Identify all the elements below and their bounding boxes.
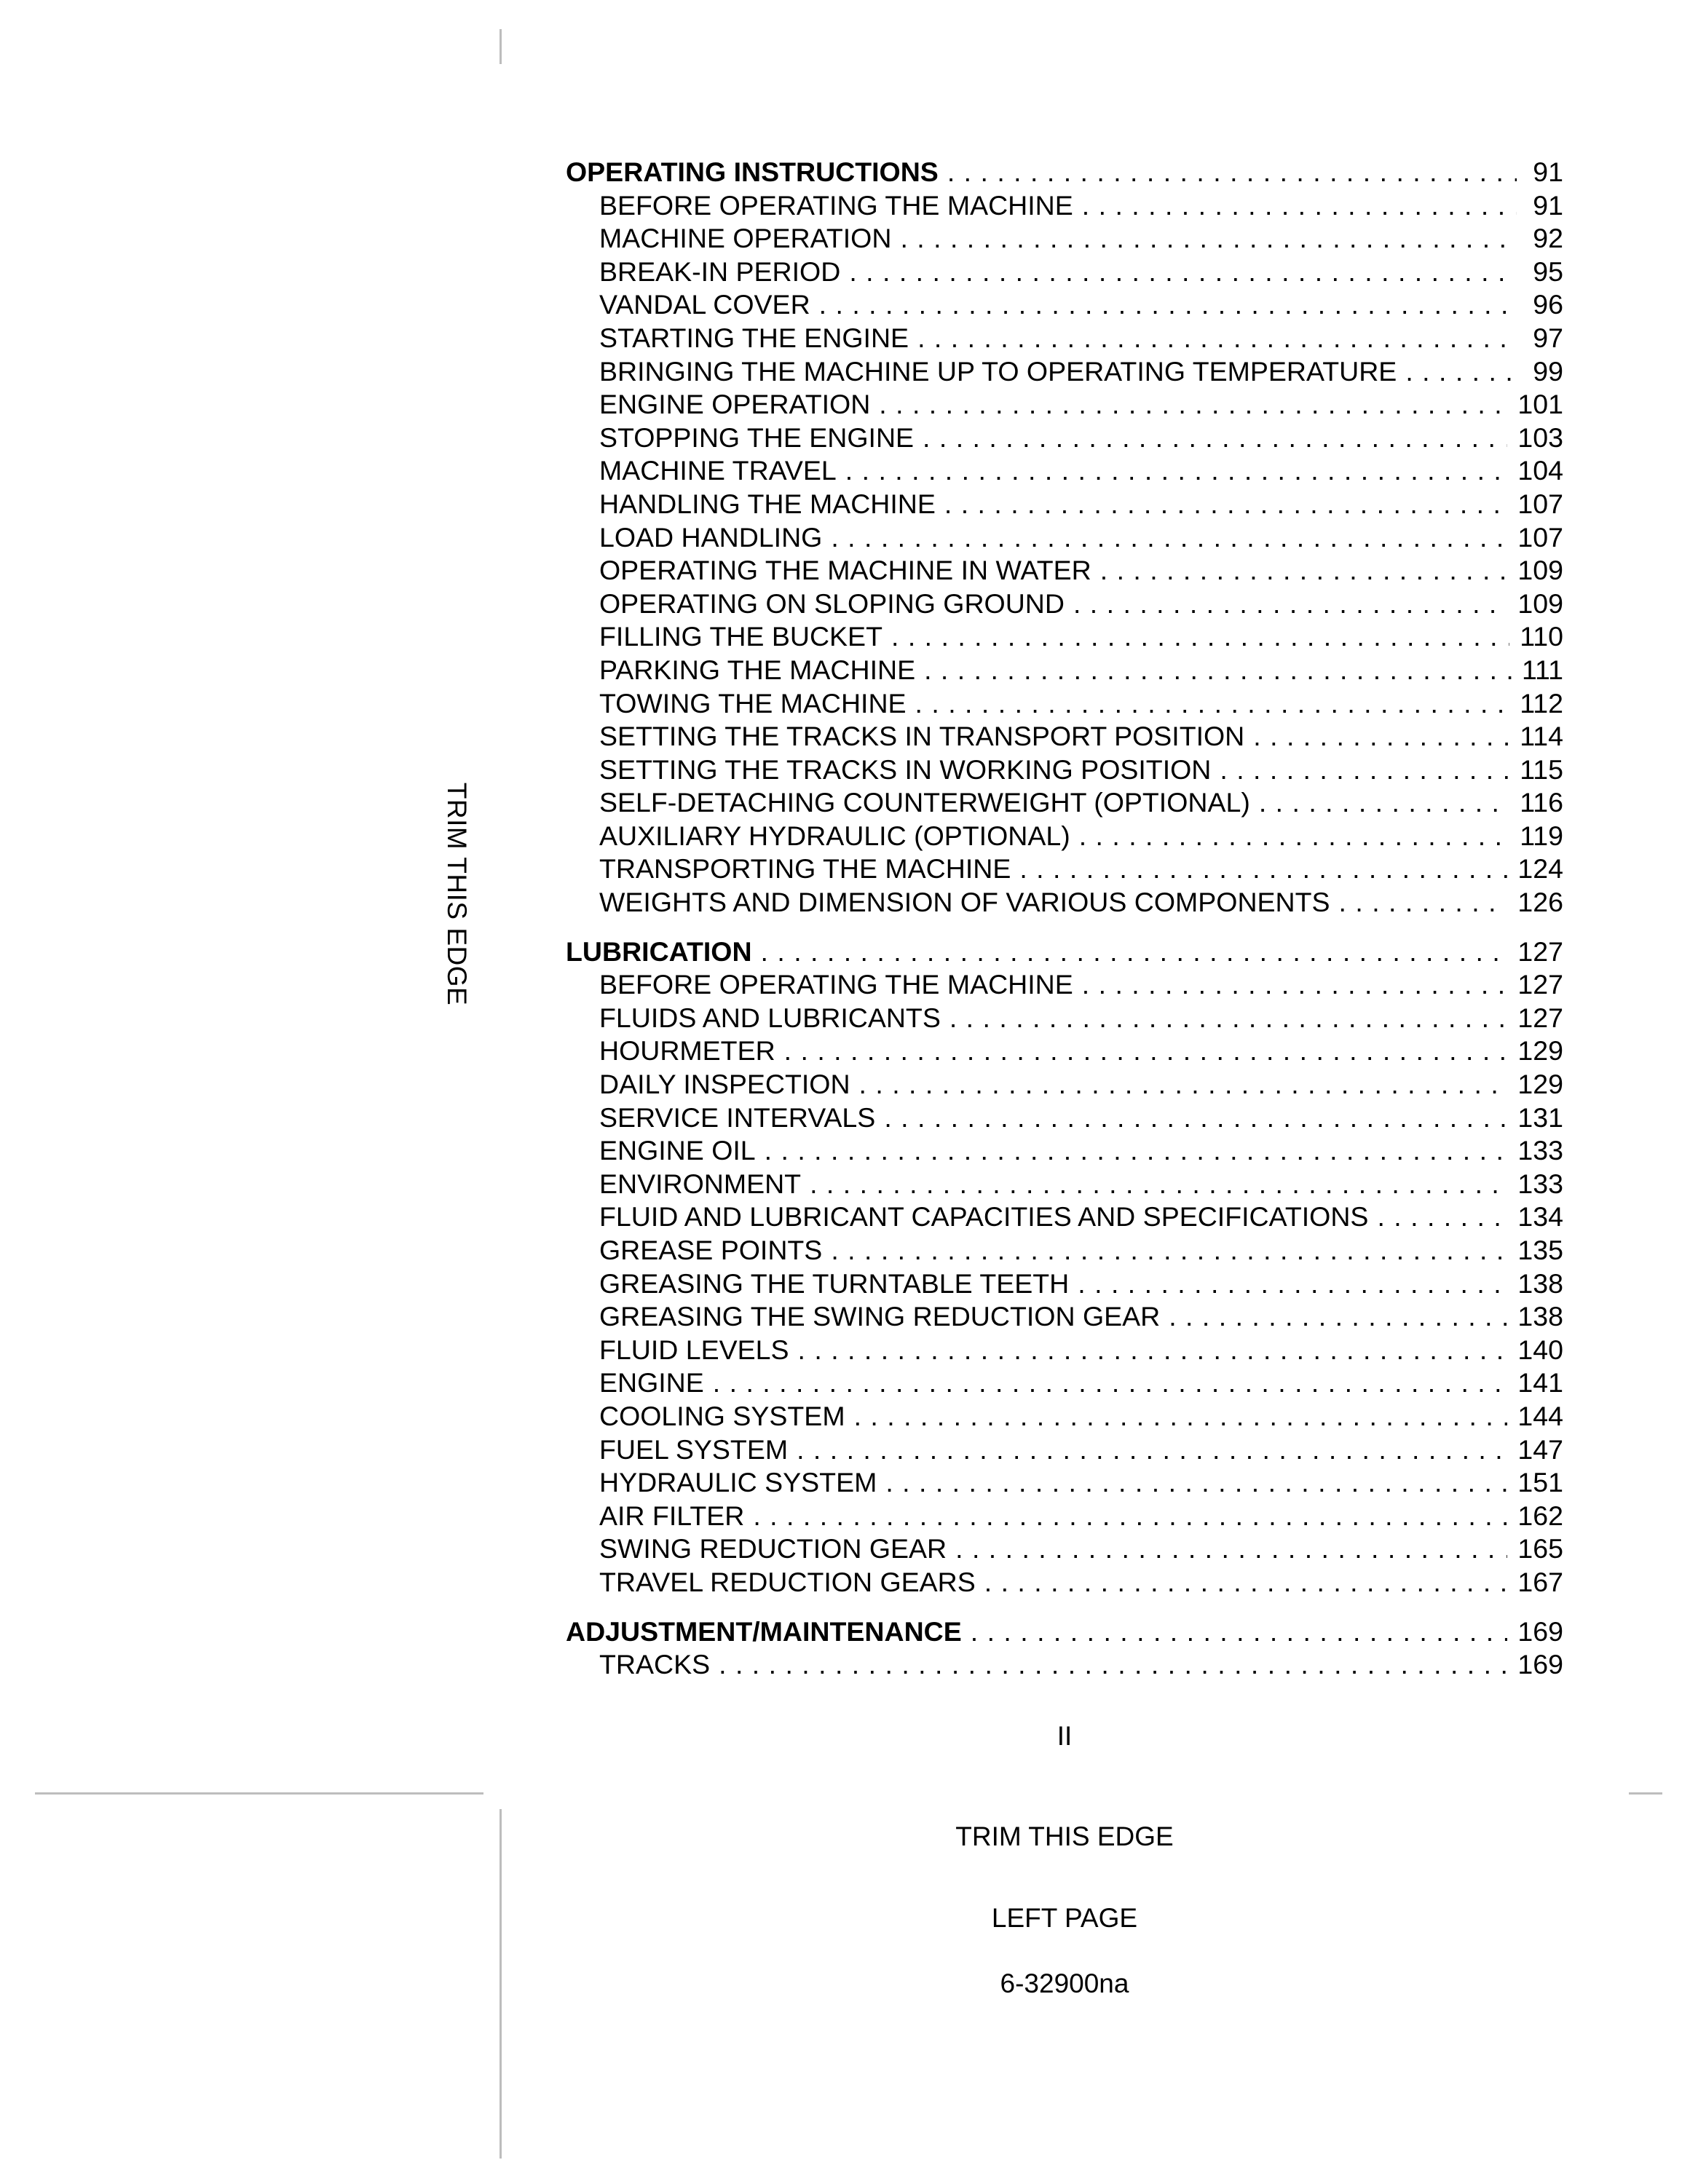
dot-leader	[810, 1168, 1507, 1201]
page-ref: 103	[1517, 422, 1563, 453]
toc-entry-row	[566, 1101, 1563, 1135]
page-ref: 111	[1521, 654, 1563, 685]
dot-leader	[831, 1234, 1507, 1267]
page-ref: 144	[1517, 1400, 1563, 1431]
page-ref: 99	[1533, 355, 1563, 387]
toc-entry-row	[566, 388, 1563, 422]
page-ref: 134	[1517, 1201, 1563, 1233]
toc-entry-row	[566, 1234, 1563, 1267]
page-ref: 112	[1520, 687, 1563, 719]
entry-label: FLUIDS AND LUBRICANTS	[599, 1002, 941, 1033]
dot-leader	[900, 222, 1517, 256]
toc-heading-row	[566, 156, 1563, 189]
entry-label: TRACKS	[599, 1649, 711, 1680]
toc-entry-row	[566, 1466, 1563, 1500]
dot-leader	[849, 256, 1517, 289]
toc-section	[566, 1615, 1563, 1682]
crop-mark-right	[1629, 1792, 1662, 1795]
dot-leader	[753, 1500, 1507, 1533]
page-ref: 129	[1517, 1069, 1563, 1100]
page-ref: 141	[1517, 1367, 1563, 1398]
dot-leader	[859, 1068, 1508, 1101]
dot-leader	[1253, 720, 1509, 753]
toc-entry-row	[566, 1566, 1563, 1599]
entry-label: PARKING THE MACHINE	[599, 654, 916, 685]
dot-leader	[854, 1400, 1508, 1433]
toc-entry-row	[566, 1068, 1563, 1101]
dot-leader	[949, 1002, 1508, 1035]
crop-mark-bottom	[500, 1809, 502, 2159]
dot-leader	[1079, 820, 1510, 853]
dot-leader	[831, 521, 1507, 555]
footer-page-side: LEFT PAGE	[991, 1903, 1138, 1933]
page-ref: 96	[1533, 289, 1563, 320]
toc-entry-row	[566, 454, 1563, 488]
page-ref: 109	[1517, 587, 1563, 619]
dot-leader	[798, 1334, 1508, 1367]
toc-entry-row	[566, 1300, 1563, 1334]
page-ref: 127	[1517, 969, 1563, 1000]
page-ref: 135	[1517, 1235, 1563, 1265]
entry-label: STOPPING THE ENGINE	[599, 422, 915, 453]
page-ref: 131	[1517, 1101, 1563, 1133]
dot-leader	[845, 454, 1508, 488]
entry-label: ENGINE OIL	[599, 1135, 756, 1166]
toc-entry-row	[566, 968, 1563, 1002]
page-ref: 167	[1517, 1566, 1563, 1597]
entry-label: OPERATING THE MACHINE IN WATER	[599, 555, 1091, 586]
toc-section	[566, 156, 1563, 919]
toc-entry-row	[566, 753, 1563, 787]
toc-entry-row	[566, 1400, 1563, 1433]
dot-leader	[947, 156, 1517, 189]
page-ref: 133	[1517, 1135, 1563, 1166]
dot-leader	[984, 1566, 1508, 1599]
entry-label: HOURMETER	[599, 1035, 775, 1067]
toc-section	[566, 935, 1563, 1599]
entry-label: WEIGHTS AND DIMENSION OF VARIOUS COMPONENTS	[599, 887, 1330, 918]
toc-entry-row	[566, 1034, 1563, 1068]
dot-leader	[1082, 968, 1508, 1002]
page-number: II	[1057, 1721, 1073, 1751]
toc-entry-row	[566, 654, 1563, 687]
toc-entry-row	[566, 422, 1563, 455]
dot-leader	[784, 1034, 1508, 1068]
toc-entry-row	[566, 1500, 1563, 1533]
toc-entry-row	[566, 355, 1563, 389]
entry-label: AIR FILTER	[599, 1500, 745, 1531]
dot-leader	[713, 1366, 1508, 1400]
entry-label: GREASING THE TURNTABLE TEETH	[599, 1267, 1070, 1299]
entry-label: ENGINE	[599, 1367, 704, 1398]
entry-label: COOLING SYSTEM	[599, 1400, 845, 1431]
page-ref: 133	[1517, 1168, 1563, 1199]
entry-label: SELF-DETACHING COUNTERWEIGHT (OPTIONAL)	[599, 787, 1250, 818]
page-ref: 101	[1517, 389, 1563, 420]
toc-heading-row	[566, 935, 1563, 969]
table-of-contents	[566, 156, 1563, 1682]
toc-entry-row	[566, 288, 1563, 322]
dot-leader	[1082, 189, 1517, 223]
entry-label: SETTING THE TRACKS IN WORKING POSITION	[599, 753, 1212, 785]
dot-leader	[1377, 1200, 1507, 1234]
entry-label: BEFORE OPERATING THE MACHINE	[599, 969, 1073, 1000]
toc-entry-row	[566, 1532, 1563, 1566]
page-ref: 147	[1517, 1433, 1563, 1465]
page-ref: 95	[1533, 256, 1563, 287]
page-ref: 169	[1517, 1615, 1563, 1647]
dot-leader	[1259, 786, 1509, 820]
page-ref: 110	[1520, 621, 1563, 652]
page-ref: 151	[1517, 1467, 1563, 1498]
page-ref: 109	[1517, 555, 1563, 586]
page-ref: 140	[1517, 1334, 1563, 1365]
entry-label: SETTING THE TRACKS IN TRANSPORT POSITION	[599, 721, 1245, 752]
entry-label: BRINGING THE MACHINE UP TO OPERATING TEMPERATURE	[599, 355, 1397, 387]
page-ref: 107	[1517, 488, 1563, 519]
entry-label: LOAD HANDLING	[599, 521, 823, 553]
dot-leader	[884, 1101, 1507, 1135]
entry-label: FILLING THE BUCKET	[599, 621, 882, 652]
toc-entry-row	[566, 256, 1563, 289]
footer-trim-label: TRIM THIS EDGE	[955, 1821, 1174, 1851]
page-ref: 138	[1517, 1267, 1563, 1299]
page-ref: 115	[1520, 753, 1563, 785]
section-title: ADJUSTMENT/MAINTENANCE	[566, 1615, 962, 1647]
dot-leader	[765, 1134, 1508, 1168]
page-ref: 129	[1517, 1035, 1563, 1067]
dot-leader	[915, 687, 1510, 721]
entry-label: GREASE POINTS	[599, 1235, 823, 1265]
dot-leader	[1100, 554, 1508, 587]
entry-label: BREAK-IN PERIOD	[599, 256, 841, 287]
section-title: LUBRICATION	[566, 935, 752, 967]
toc-entry-row	[566, 1168, 1563, 1201]
entry-label: DAILY INSPECTION	[599, 1069, 850, 1100]
toc-entry-row	[566, 587, 1563, 621]
toc-entry-row	[566, 820, 1563, 853]
entry-label: FLUID LEVELS	[599, 1334, 789, 1365]
entry-label: BEFORE OPERATING THE MACHINE	[599, 189, 1073, 221]
toc-entry-row	[566, 1002, 1563, 1035]
entry-label: FUEL SYSTEM	[599, 1433, 789, 1465]
dot-leader	[1019, 852, 1507, 886]
entry-label: GREASING THE SWING REDUCTION GEAR	[599, 1301, 1161, 1332]
page-ref: 97	[1533, 322, 1563, 353]
page-ref: 114	[1520, 721, 1563, 752]
entry-label: MACHINE TRAVEL	[599, 455, 837, 486]
toc-heading-row	[566, 1615, 1563, 1649]
entry-label: HANDLING THE MACHINE	[599, 488, 936, 519]
page-ref: 126	[1517, 887, 1563, 918]
page-ref: 127	[1517, 1002, 1563, 1033]
entry-label: ENVIRONMENT	[599, 1168, 802, 1199]
dot-leader	[1339, 886, 1508, 919]
entry-label: ENGINE OPERATION	[599, 389, 871, 420]
page-ref: 119	[1520, 820, 1563, 851]
toc-entry-row	[566, 720, 1563, 753]
page-ref: 91	[1533, 157, 1563, 187]
page-ref: 91	[1533, 189, 1563, 221]
dot-leader	[1220, 753, 1509, 787]
dot-leader	[1169, 1300, 1507, 1334]
toc-entry-row	[566, 189, 1563, 223]
entry-label: MACHINE OPERATION	[599, 223, 892, 254]
entry-label: TOWING THE MACHINE	[599, 687, 907, 719]
footer-document-code: 6-32900na	[1000, 1969, 1129, 1998]
entry-label: TRAVEL REDUCTION GEARS	[599, 1566, 976, 1597]
toc-entry-row	[566, 1267, 1563, 1301]
toc-entry-row	[566, 1433, 1563, 1467]
toc-entry-row	[566, 687, 1563, 721]
page-ref: 116	[1520, 787, 1563, 818]
toc-entry-row	[566, 620, 1563, 654]
dot-leader	[917, 322, 1517, 355]
entry-label: STARTING THE ENGINE	[599, 322, 909, 353]
toc-entry-row	[566, 322, 1563, 355]
dot-leader	[944, 488, 1508, 521]
trim-edge-side-label: TRIM THIS EDGE	[442, 782, 472, 1006]
dot-leader	[971, 1615, 1508, 1649]
toc-entry-row	[566, 852, 1563, 886]
dot-leader	[885, 1466, 1507, 1500]
dot-leader	[1078, 1267, 1507, 1301]
dot-leader	[924, 654, 1512, 687]
dot-leader	[719, 1648, 1507, 1682]
toc-entry-row	[566, 1200, 1563, 1234]
page-ref: 104	[1517, 455, 1563, 486]
dot-leader	[1405, 355, 1517, 389]
page-ref: 169	[1517, 1649, 1563, 1680]
toc-entry-row	[566, 786, 1563, 820]
page-ref: 107	[1517, 521, 1563, 553]
toc-entry-row	[566, 1366, 1563, 1400]
page-ref: 162	[1517, 1500, 1563, 1531]
toc-entry-row	[566, 222, 1563, 256]
section-title: OPERATING INSTRUCTIONS	[566, 157, 939, 187]
toc-entry-row	[566, 521, 1563, 555]
toc-entry-row	[566, 886, 1563, 919]
dot-leader	[879, 388, 1507, 422]
dot-leader	[761, 935, 1508, 969]
entry-label: OPERATING ON SLOPING GROUND	[599, 587, 1065, 619]
toc-entry-row	[566, 554, 1563, 587]
dot-leader	[923, 422, 1507, 455]
entry-label: SWING REDUCTION GEAR	[599, 1533, 947, 1564]
dot-leader	[797, 1433, 1507, 1467]
page-ref: 165	[1517, 1533, 1563, 1564]
toc-entry-row	[566, 488, 1563, 521]
entry-label: FLUID AND LUBRICANT CAPACITIES AND SPECIFICATIONS	[599, 1201, 1369, 1233]
entry-label: VANDAL COVER	[599, 289, 810, 320]
toc-entry-row	[566, 1334, 1563, 1367]
entry-label: AUXILIARY HYDRAULIC (OPTIONAL)	[599, 820, 1070, 851]
dot-leader	[819, 288, 1517, 322]
dot-leader	[1073, 587, 1507, 621]
dot-leader	[955, 1532, 1507, 1566]
page-ref: 138	[1517, 1301, 1563, 1332]
toc-entry-row	[566, 1648, 1563, 1682]
toc-entry-row	[566, 1134, 1563, 1168]
entry-label: SERVICE INTERVALS	[599, 1101, 876, 1133]
entry-label: TRANSPORTING THE MACHINE	[599, 853, 1011, 885]
page-ref: 92	[1533, 223, 1563, 254]
entry-label: HYDRAULIC SYSTEM	[599, 1467, 877, 1498]
crop-mark-top	[500, 29, 502, 64]
dot-leader	[891, 620, 1509, 654]
crop-mark-left	[35, 1792, 483, 1795]
page-ref: 124	[1517, 853, 1563, 885]
page-ref: 127	[1517, 935, 1563, 967]
